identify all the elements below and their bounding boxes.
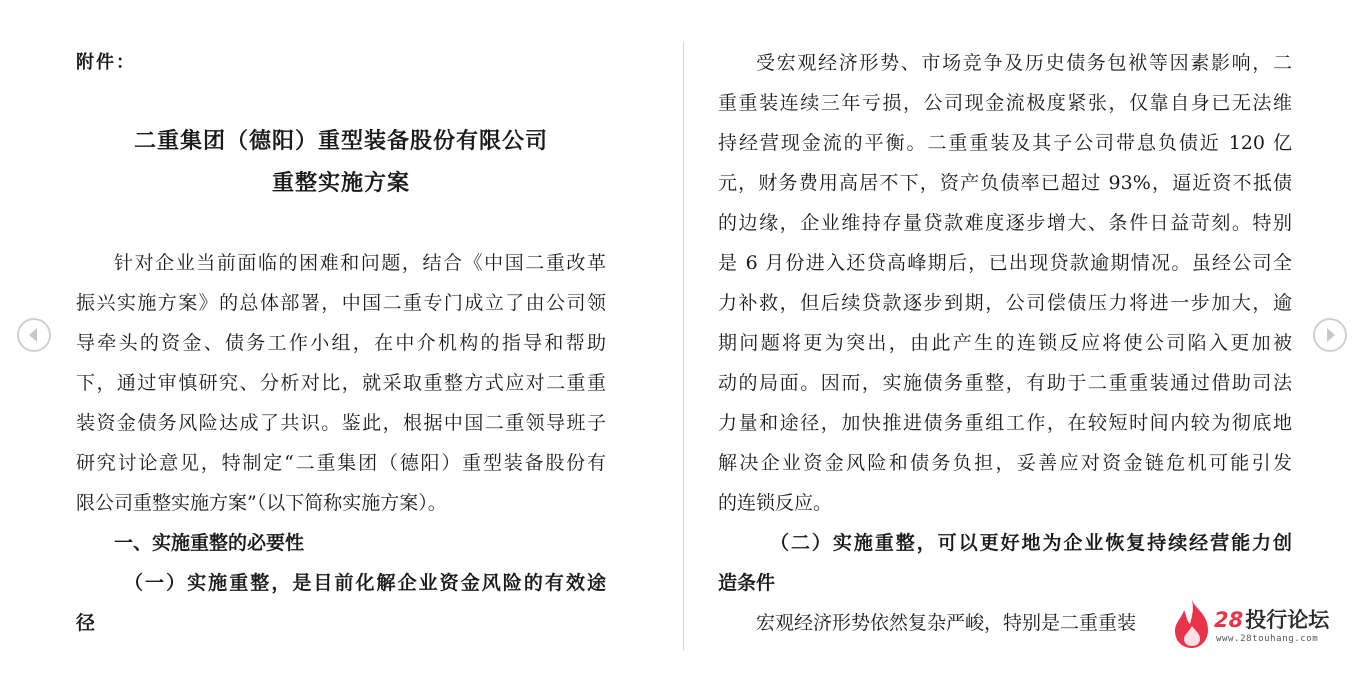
paragraph-line: 的边缘，企业维持存量贷款难度逐步增大、条件日益苛刻。特别: [718, 212, 1292, 234]
next-page-button[interactable]: [1313, 318, 1347, 352]
prev-page-button[interactable]: [17, 318, 51, 352]
paragraph-line: 的连锁反应。: [718, 492, 833, 514]
section-heading: 一、实施重整的必要性: [114, 532, 305, 554]
paragraph-line: 重重装连续三年亏损，公司现金流极度紧张，仅靠自身已无法维: [718, 92, 1292, 114]
paragraph-line: 持经营现金流的平衡。二重重装及其子公司带息负债近 120 亿: [718, 132, 1292, 154]
flame-logo-icon: [1170, 598, 1214, 650]
paragraph-line: 下，通过审慎研究、分析对比，就采取重整方式应对二重重: [76, 372, 606, 394]
paragraph-line: 力补救，但后续贷款逐步到期，公司偿债压力将进一步加大，逾: [718, 292, 1292, 314]
watermark-brand: [1214, 604, 1329, 634]
subheading-line-2: 径: [76, 612, 96, 634]
watermark-logo: [1170, 598, 1342, 650]
watermark-url: www.28touhang.com: [1216, 634, 1319, 644]
paragraph-line: 动的局面。因而，实施债务重整，有助于二重重装通过借助司法: [718, 372, 1292, 394]
paragraph-line: 限公司重整实施方案”（以下简称实施方案）。: [76, 492, 447, 514]
chevron-right-icon: [1315, 320, 1345, 350]
page-divider: [683, 42, 684, 650]
chevron-left-icon: [19, 320, 49, 350]
document-title-line-1: 二重集团（德阳）重型装备股份有限公司: [133, 128, 548, 154]
document-title-line-2: 重整实施方案: [271, 170, 410, 196]
watermark-number: 28: [1214, 608, 1244, 632]
paragraph-line: 是 6 月份进入还贷高峰期后，已出现贷款逾期情况。虽经公司全: [718, 252, 1292, 274]
paragraph-line: 宏观经济形势依然复杂严峻，特别是二重重装: [756, 612, 1137, 634]
paragraph-line: 导牵头的资金、债务工作小组，在中介机构的指导和帮助: [76, 332, 606, 354]
paragraph-line: 装资金债务风险达成了共识。鉴此，根据中国二重领导班子: [76, 412, 606, 434]
paragraph-line: 元，财务费用高居不下，资产负债率已超过 93%，逼近资不抵债: [718, 172, 1292, 194]
watermark-brand-text: 投行论坛: [1245, 608, 1330, 632]
document-page-left: [76, 0, 606, 674]
paragraph-line: 受宏观经济形势、市场竞争及历史债务包袱等因素影响，二: [756, 52, 1292, 74]
paragraph-line: 研究讨论意见，特制定“二重集团（德阳）重型装备股份有: [76, 452, 606, 474]
paragraph-line: 力量和途径，加快推进债务重组工作，在较短时间内较为彻底地: [718, 412, 1292, 434]
paragraph-line: 期问题将更为突出，由此产生的连锁反应将使公司陷入更加被: [718, 332, 1292, 354]
subheading-line-2: 造条件: [718, 572, 776, 594]
paragraph-line: 振兴实施方案》的总体部署，中国二重专门成立了由公司领: [76, 292, 606, 314]
paragraph-line: 解决企业资金风险和债务负担，妥善应对资金链危机可能引发: [718, 452, 1292, 474]
document-page-right: [718, 0, 1292, 674]
attachment-label: 附件：: [76, 52, 136, 73]
subheading-line-1: （二）实施重整，可以更好地为企业恢复持续经营能力创: [770, 532, 1292, 554]
paragraph-line: 针对企业当前面临的困难和问题，结合《中国二重改革: [114, 252, 606, 274]
subheading-line-1: （一）实施重整，是目前化解企业资金风险的有效途: [124, 572, 606, 594]
